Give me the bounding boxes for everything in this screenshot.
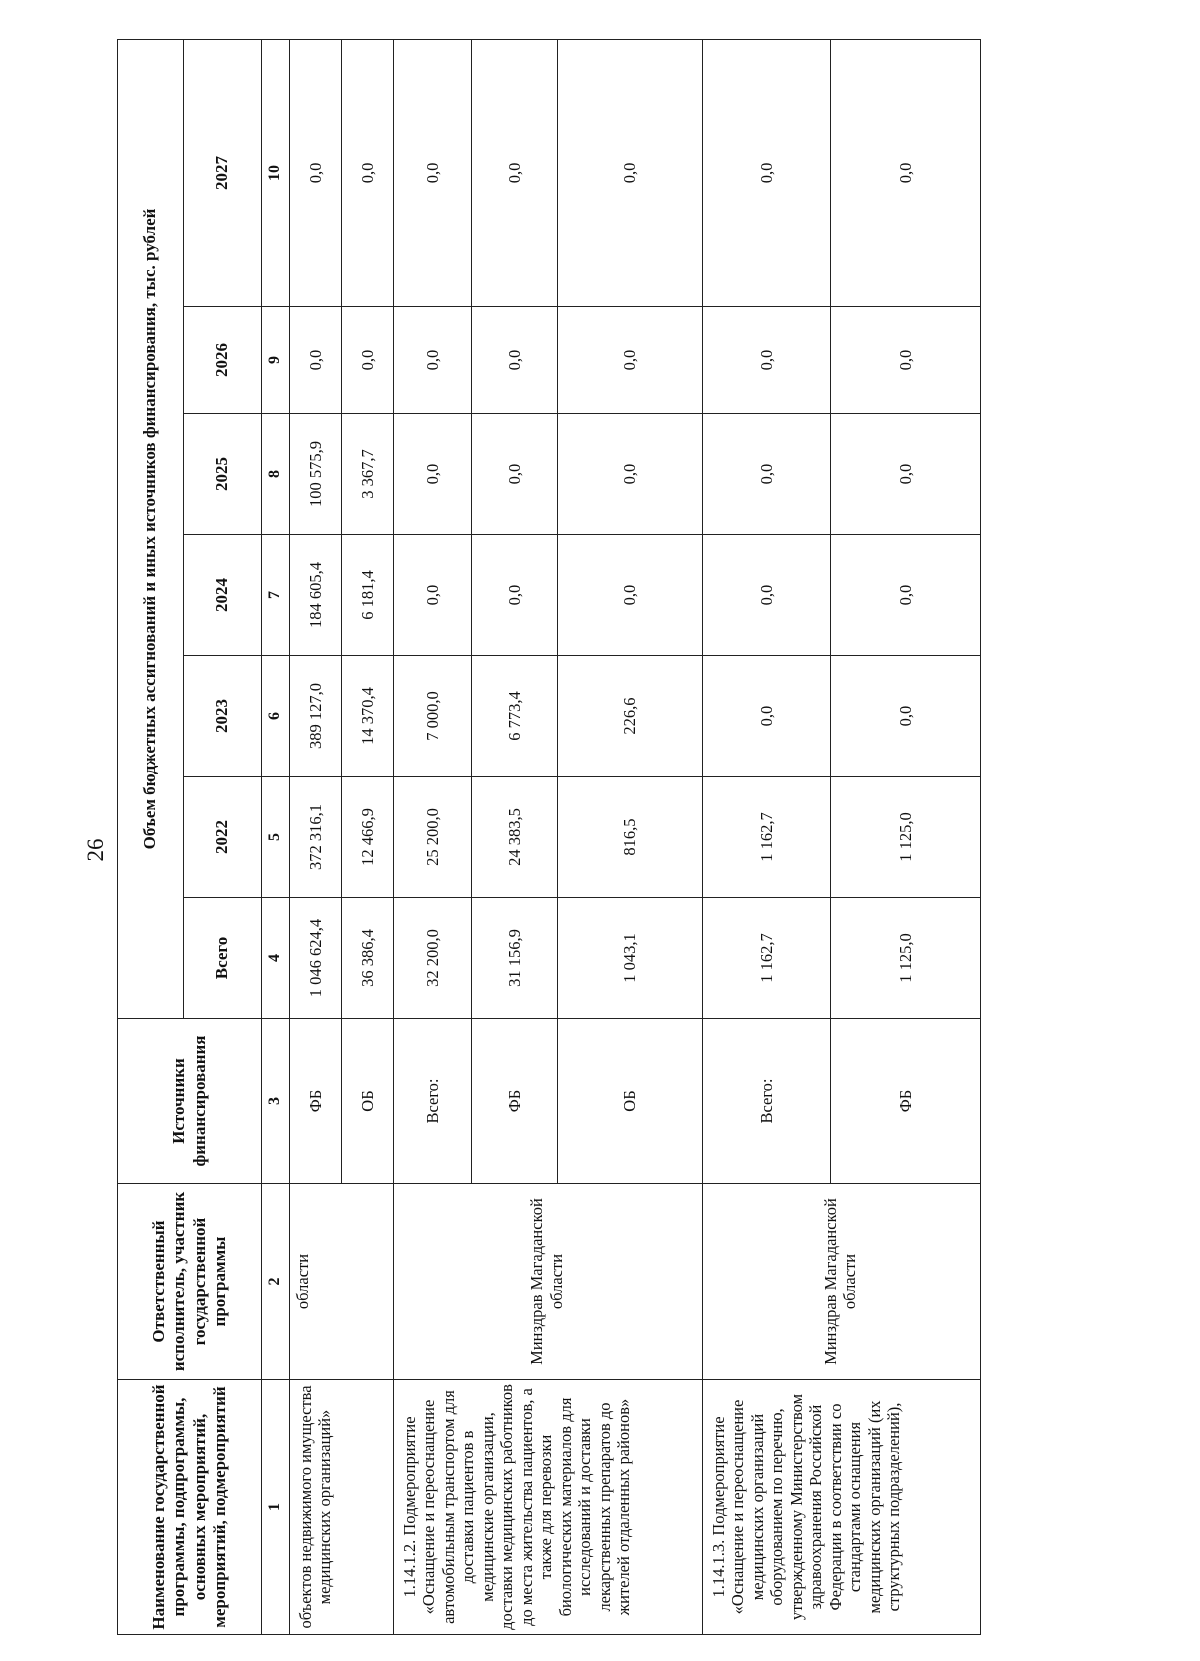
header-year: 2022	[184, 777, 262, 898]
column-number: 8	[262, 414, 290, 535]
column-number: 10	[262, 39, 290, 306]
value-cell: 7 000,0	[394, 656, 472, 777]
value-cell: 0,0	[472, 535, 558, 656]
funding-source: ФБ	[472, 1019, 558, 1184]
table-row	[394, 39, 472, 1634]
value-cell: 0,0	[394, 307, 472, 414]
value-cell: 0,0	[472, 414, 558, 535]
header-name: Наименование государственной программы, подпрограммы, основных мероприятий, мероприятий, подмероприятий	[118, 1380, 262, 1635]
value-cell: 0,0	[831, 414, 981, 535]
funding-source: ФБ	[831, 1019, 981, 1184]
value-cell: 0,0	[558, 307, 703, 414]
value-cell: 25 200,0	[394, 777, 472, 898]
column-number: 5	[262, 777, 290, 898]
value-cell: 1 125,0	[831, 898, 981, 1019]
value-cell: 0,0	[342, 39, 394, 306]
value-cell: 0,0	[290, 39, 342, 306]
column-number: 9	[262, 307, 290, 414]
value-cell: 0,0	[831, 39, 981, 306]
value-cell: 1 125,0	[831, 777, 981, 898]
value-cell: 0,0	[831, 656, 981, 777]
value-cell: 0,0	[342, 307, 394, 414]
header-year: 2023	[184, 656, 262, 777]
column-number: 2	[262, 1184, 290, 1380]
table-row	[290, 39, 342, 1634]
value-cell: 14 370,4	[342, 656, 394, 777]
value-cell: 3 367,7	[342, 414, 394, 535]
header-year: 2027	[184, 39, 262, 306]
header-group: Объем бюджетных ассигнований и иных источников финансирования, тыс. рублей	[118, 39, 184, 1018]
rotated-page	[117, 40, 997, 1635]
header-year: Всего	[184, 898, 262, 1019]
value-cell: 0,0	[703, 414, 831, 535]
header-executor: Ответственный исполнитель, участник государственной программы	[118, 1184, 262, 1380]
value-cell: 0,0	[558, 414, 703, 535]
value-cell: 0,0	[290, 307, 342, 414]
column-number: 6	[262, 656, 290, 777]
value-cell: 0,0	[831, 307, 981, 414]
table-row	[703, 39, 831, 1634]
funding-source: ОБ	[558, 1019, 703, 1184]
value-cell: 0,0	[394, 39, 472, 306]
value-cell: 184 605,4	[290, 535, 342, 656]
column-number: 3	[262, 1019, 290, 1184]
value-cell: 0,0	[472, 307, 558, 414]
column-number: 7	[262, 535, 290, 656]
value-cell: 31 156,9	[472, 898, 558, 1019]
value-cell: 0,0	[394, 535, 472, 656]
value-cell: 100 575,9	[290, 414, 342, 535]
header-year: 2026	[184, 307, 262, 414]
item-name: 1.14.1.2. Подмероприятие «Оснащение и переоснащение автомобильным транспортом для доставки пациентов в медицинские организации, доставки медицинских работников до места жительства пациентов, а также для перевозки биологических материалов для исследований и доставки лекарственных препаратов до жителей отдаленных районов»	[394, 1380, 703, 1635]
page-number: 26	[83, 838, 108, 862]
column-number: 4	[262, 898, 290, 1019]
value-cell: 32 200,0	[394, 898, 472, 1019]
value-cell: 0,0	[472, 39, 558, 306]
value-cell: 372 316,1	[290, 777, 342, 898]
header-year: 2024	[184, 535, 262, 656]
item-executor: Минздрав Магаданской области	[703, 1184, 981, 1380]
value-cell: 0,0	[394, 414, 472, 535]
value-cell: 1 046 624,4	[290, 898, 342, 1019]
header-source: Источники финансирования	[118, 1019, 262, 1184]
item-name: 1.14.1.3. Подмероприятие «Оснащение и переоснащение медицинских организаций оборудованием по перечню, утвержденному Министерством здравоохранения Российской Федерации в соответствии со стандартами оснащения медицинских организаций (их структурных подразделений),	[703, 1380, 981, 1635]
value-cell: 0,0	[703, 535, 831, 656]
value-cell: 389 127,0	[290, 656, 342, 777]
value-cell: 1 162,7	[703, 898, 831, 1019]
value-cell: 0,0	[558, 39, 703, 306]
value-cell: 0,0	[703, 307, 831, 414]
value-cell: 0,0	[831, 535, 981, 656]
value-cell: 0,0	[703, 39, 831, 306]
funding-source: ОБ	[342, 1019, 394, 1184]
value-cell: 816,5	[558, 777, 703, 898]
item-executor: Минздрав Магаданской области	[394, 1184, 703, 1380]
item-executor: области	[290, 1184, 394, 1380]
value-cell: 6 773,4	[472, 656, 558, 777]
funding-source: Всего:	[703, 1019, 831, 1184]
funding-source: Всего:	[394, 1019, 472, 1184]
column-number: 1	[262, 1380, 290, 1635]
item-name: объектов недвижимого имущества медицинских организаций»	[290, 1380, 394, 1635]
value-cell: 0,0	[703, 656, 831, 777]
value-cell: 12 466,9	[342, 777, 394, 898]
value-cell: 1 043,1	[558, 898, 703, 1019]
value-cell: 24 383,5	[472, 777, 558, 898]
value-cell: 1 162,7	[703, 777, 831, 898]
header-year: 2025	[184, 414, 262, 535]
funding-source: ФБ	[290, 1019, 342, 1184]
value-cell: 6 181,4	[342, 535, 394, 656]
value-cell: 0,0	[558, 535, 703, 656]
financing-table	[117, 39, 981, 1635]
value-cell: 226,6	[558, 656, 703, 777]
value-cell: 36 386,4	[342, 898, 394, 1019]
